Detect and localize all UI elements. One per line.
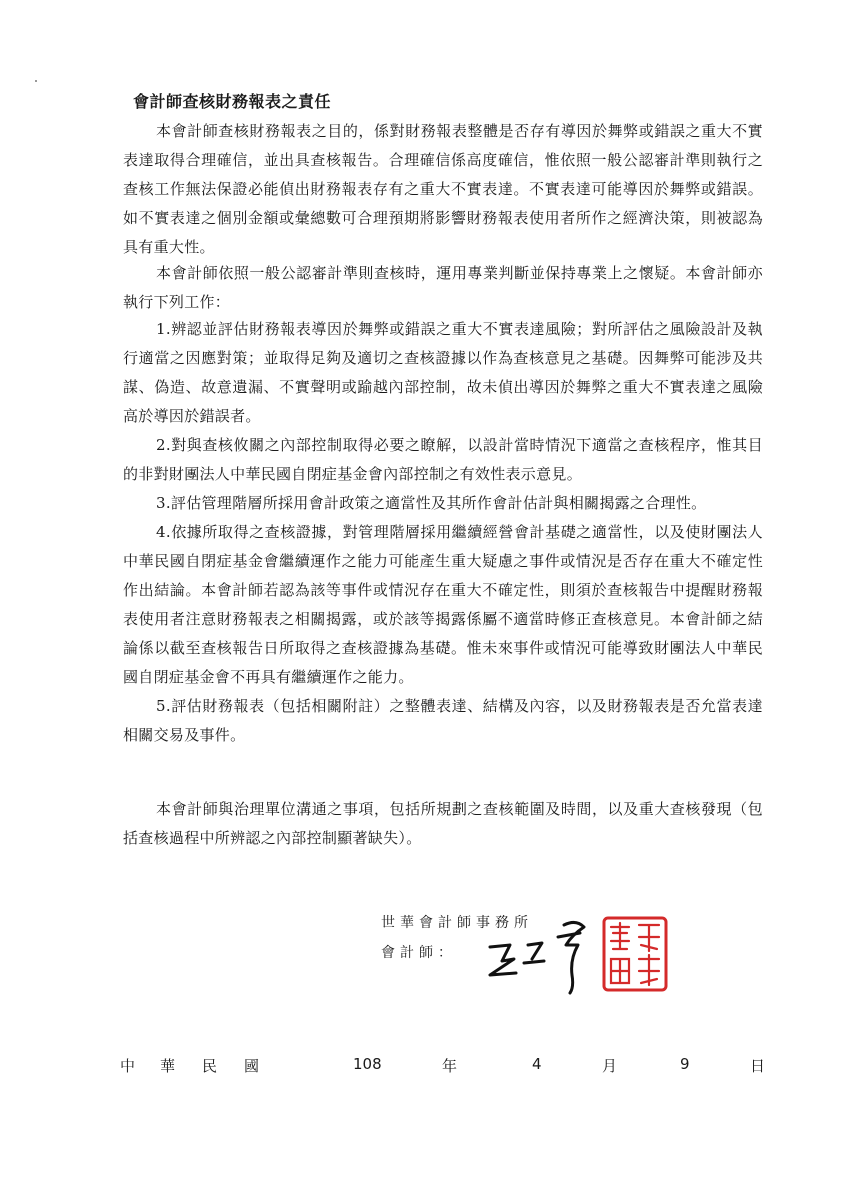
date-char: 國	[244, 1057, 260, 1075]
date-day: 9	[680, 1055, 690, 1073]
list-item: 1.辨認並評估財務報表導因於舞弊或錯誤之重大不實表達風險；對所評估之風險設計及執行適當之因應對策；並取得足夠及適切之查核證據以作為查核意見之基礎。因舞弊可能涉及共謀、偽造、故意遺漏、不實聲明或踰越內部控制，故未偵出導因於舞弊之重大不實表達之風險高於導因於錯誤者。	[123, 320, 763, 425]
handwritten-signature	[480, 915, 600, 995]
list-item: 3.評估管理階層所採用會計政策之適當性及其所作會計估計與相關揭露之合理性。	[156, 494, 707, 512]
date-month: 4	[532, 1055, 542, 1073]
paragraph-purpose	[123, 117, 763, 262]
report-date	[120, 1055, 770, 1079]
scan-speck	[35, 80, 37, 82]
paragraph-text: 本會計師與治理單位溝通之事項，包括所規劃之查核範圍及時間，以及重大查核發現（包括查核過程中所辨認之內部控制顯著缺失）。	[123, 800, 763, 847]
paragraph-text: 本會計師依照一般公認審計準則查核時，運用專業判斷並保持專業上之懷疑。本會計師亦執行下列工作：	[123, 264, 763, 311]
list-item: 4.依據所取得之查核證據，對管理階層採用繼續經營會計基礎之適當性，以及使財團法人中華民國自閉症基金會繼續運作之能力可能產生重大疑慮之事件或情況是否存在重大不確定性作出結論。本會計師若認為該等事件或情況存在重大不確定性，則須於查核報告中提醒財務報表使用者注意財務報表之相關揭露，或於該等揭露係屬不適當時修正查核意見。本會計師之結論係以截至查核報告日所取得之查核證據為基礎。惟未來事件或情況可能導致財團法人中華民國自閉症基金會不再具有繼續運作之能力。	[123, 523, 763, 686]
list-item: 5.評估財務報表（包括相關附註）之整體表達、結構及內容，以及財務報表是否允當表達相關交易及事件。	[123, 697, 763, 744]
procedure-list	[123, 315, 763, 750]
date-day-unit: 日	[750, 1057, 766, 1075]
section-heading: 會計師查核財務報表之責任	[133, 92, 332, 111]
paragraph-text: 本會計師查核財務報表之目的，係對財務報表整體是否存有導因於舞弊或錯誤之重大不實表達取得合理確信，並出具查核報告。合理確信係高度確信，惟依照一般公認審計準則執行之查核工作無法保證必能偵出財務報表存有之重大不實表達。不實表達可能導因於舞弊或錯誤。如不實表達之個別金額或彙總數可合理預期將影響財務報表使用者所作之經濟決策，則被認為具有重大性。	[123, 122, 763, 256]
accountant-seal-stamp	[601, 915, 669, 993]
date-char: 民	[202, 1057, 218, 1075]
accountant-label: 會計師：	[381, 945, 457, 961]
paragraph-procedures-intro	[123, 259, 763, 317]
date-month-unit: 月	[602, 1057, 618, 1075]
paragraph-governance	[123, 795, 763, 853]
date-char: 華	[160, 1057, 176, 1075]
firm-name: 世華會計師事務所	[381, 915, 533, 931]
date-year: 108	[353, 1055, 382, 1073]
date-char: 中	[120, 1057, 136, 1075]
list-item: 2.對與查核攸關之內部控制取得必要之瞭解，以設計當時情況下適當之查核程序，惟其目的非對財團法人中華民國自閉症基金會內部控制之有效性表示意見。	[123, 436, 763, 483]
date-year-unit: 年	[442, 1057, 458, 1075]
